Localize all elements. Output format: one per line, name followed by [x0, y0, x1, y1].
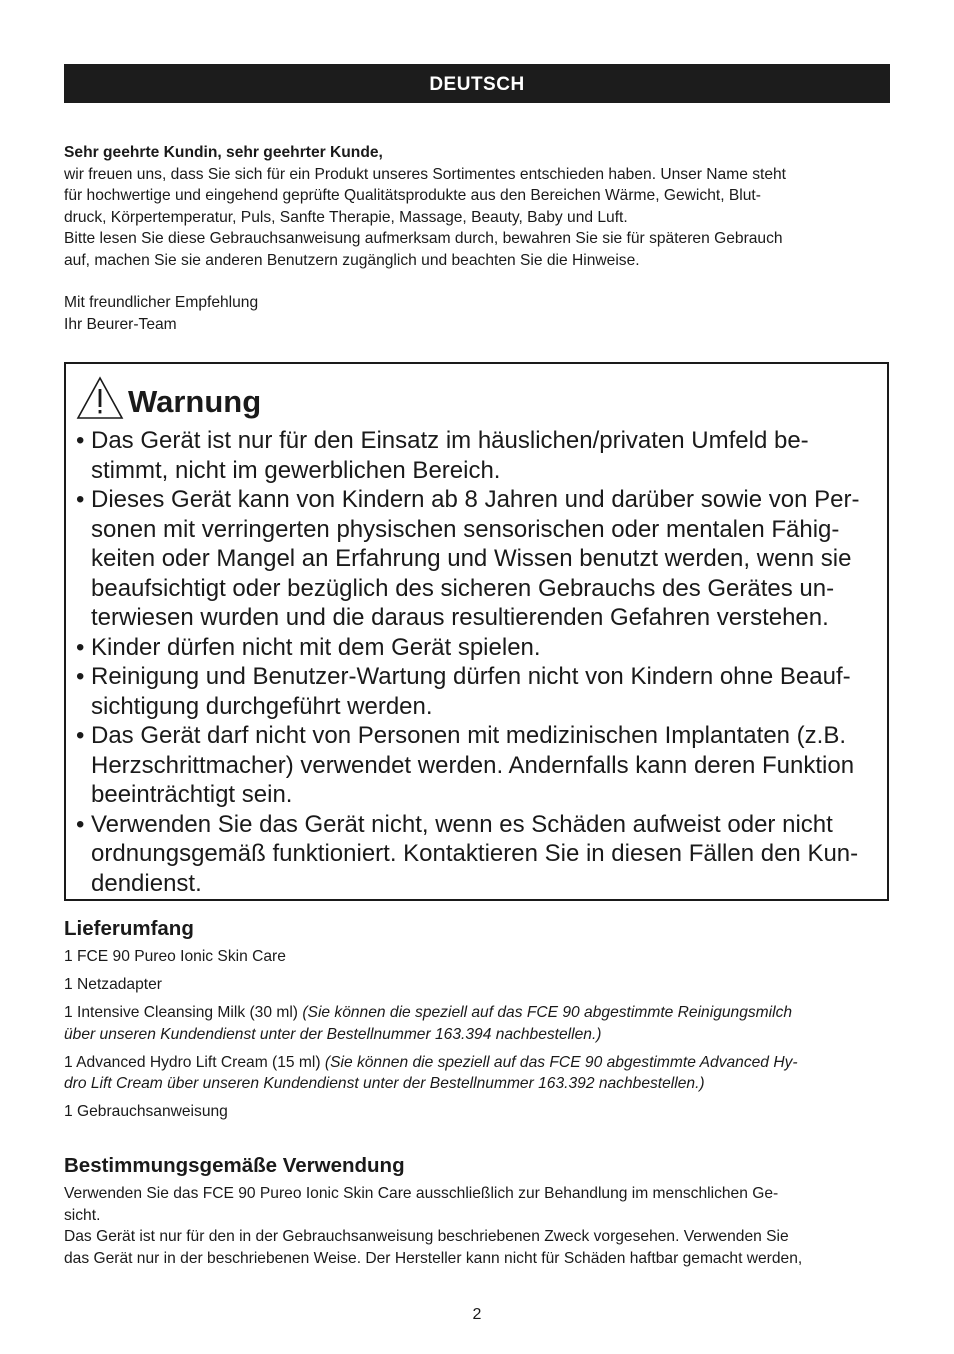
usage-line: sicht. — [64, 1206, 101, 1224]
intro-line: für hochwertige und eingehend geprüfte Qualitätsprodukte aus den Bereichen Wärme, Gewicht, Blut- — [64, 187, 761, 204]
bullet-icon: • — [76, 722, 85, 749]
signoff — [64, 292, 664, 335]
bullet-icon: • — [76, 486, 85, 513]
intro-line: druck, Körpertemperatur, Puls, Sanfte Therapie, Massage, Beauty, Baby und Luft. — [64, 208, 628, 226]
warning-item — [76, 426, 886, 485]
warning-item — [76, 662, 886, 721]
intro-line: wir freuen uns, dass Sie sich für ein Produkt unseres Sortimentes entschieden haben. Unser Name steht — [64, 165, 787, 183]
language-label: DEUTSCH — [429, 74, 525, 95]
intended-use-section — [64, 1153, 894, 1269]
usage-line: Das Gerät ist nur für den in der Gebrauchsanweisung beschriebenen Zweck vorgesehen. Verwenden Sie — [64, 1228, 789, 1245]
greeting: Sehr geehrte Kundin, sehr geehrter Kunde, — [64, 144, 383, 161]
intro-line: auf, machen Sie sie anderen Benutzern zugänglich und beachten Sie die Hinweise. — [64, 251, 640, 269]
intro-line: Bitte lesen Sie diese Gebrauchsanweisung aufmerksam durch, bewahren Sie sie für späteren Gebrauch — [64, 230, 783, 247]
scope-item: 1 Netzadapter — [64, 976, 162, 993]
scope-item — [64, 1002, 894, 1045]
warning-item — [76, 810, 886, 899]
warning-heading — [76, 376, 261, 420]
bullet-icon: • — [76, 810, 85, 838]
warning-item-line: Kinder dürfen nicht mit dem Gerät spielen. — [91, 633, 541, 661]
usage-heading: Bestimmungsgemäße Verwendung — [64, 1154, 405, 1177]
warning-item-line: keiten oder Mangel an Erfahrung und Wissen benutzt werden, wenn sie — [91, 545, 852, 572]
scope-of-delivery-section — [64, 916, 894, 1129]
warning-item-line: Reinigung und Benutzer-Wartung dürfen nicht von Kindern ohne Beauf- — [91, 663, 851, 690]
warning-item — [76, 633, 886, 663]
warning-item-line: Herzschrittmacher) verwendet werden. Andernfalls kann deren Funktion — [91, 751, 855, 779]
warning-item-line: beeinträchtigt sein. — [91, 781, 293, 808]
bullet-icon: • — [76, 427, 85, 454]
warning-item-line: Verwenden Sie das Gerät nicht, wenn es Schäden aufweist oder nicht — [91, 810, 833, 838]
warning-triangle-icon — [76, 376, 124, 420]
page-number: 2 — [472, 1306, 482, 1323]
scope-item-note: dro Lift Cream über unseren Kundendienst unter der Bestellnummer 163.392 nachbestellen.) — [64, 1075, 705, 1092]
warning-item-line: terwiesen wurden und die daraus resultierenden Gefahren verstehen. — [91, 604, 829, 631]
usage-line: Verwenden Sie das FCE 90 Pureo Ionic Skin Care ausschließlich zur Behandlung im menschlichen Ge- — [64, 1185, 779, 1202]
bullet-icon: • — [76, 663, 85, 690]
warning-item-line: beaufsichtigt oder bezüglich des sicheren Gebrauchs des Gerätes un- — [91, 574, 835, 602]
intro-text — [64, 142, 894, 271]
scope-item: 1 FCE 90 Pureo Ionic Skin Care — [64, 948, 286, 965]
scope-item-note: (Sie können die speziell auf das FCE 90 abgestimmte Reinigungsmilch — [302, 1004, 793, 1021]
warning-item-line: Dieses Gerät kann von Kindern ab 8 Jahren und darüber sowie von Per- — [91, 486, 860, 513]
scope-item-note: über unseren Kundendienst unter der Bestellnummer 163.394 nachbestellen.) — [64, 1025, 602, 1043]
team-signature: Ihr Beurer-Team — [64, 315, 177, 333]
scope-item: 1 Gebrauchsanweisung — [64, 1103, 228, 1120]
scope-item-main: 1 Advanced Hydro Lift Cream (15 ml) — [64, 1053, 321, 1071]
usage-line: das Gerät nur in der beschriebenen Weise. Der Hersteller kann nicht für Schäden haftbar gemacht werden, — [64, 1249, 803, 1267]
bullet-icon: • — [76, 633, 85, 661]
warning-item — [76, 485, 886, 633]
warning-box — [64, 362, 889, 901]
warning-title: Warnung — [128, 384, 262, 419]
warning-item-line: stimmt, nicht im gewerblichen Bereich. — [91, 456, 501, 484]
warning-item-line: ordnungsgemäß funktioniert. Kontaktieren Sie in diesen Fällen den Kun- — [91, 840, 859, 867]
scope-heading: Lieferumfang — [64, 917, 194, 940]
warning-item — [76, 721, 886, 810]
warning-item-line: sonen mit verringerten physischen sensorischen oder mentalen Fähig- — [91, 515, 840, 543]
scope-item-note: (Sie können die speziell auf das FCE 90 abgestimmte Advanced Hy- — [324, 1053, 798, 1071]
closing-text: Mit freundlicher Empfehlung — [64, 294, 259, 311]
warning-item-line: Das Gerät ist nur für den Einsatz im häuslichen/privaten Umfeld be- — [91, 427, 809, 454]
warning-list — [76, 426, 886, 898]
scope-item — [64, 1052, 894, 1095]
warning-item-line: Das Gerät darf nicht von Personen mit medizinischen Implantaten (z.B. — [91, 722, 847, 749]
warning-item-line: dendienst. — [91, 869, 202, 897]
scope-item-main: 1 Intensive Cleansing Milk (30 ml) — [64, 1004, 298, 1021]
language-header — [64, 64, 890, 103]
warning-item-line: sichtigung durchgeführt werden. — [91, 692, 433, 720]
